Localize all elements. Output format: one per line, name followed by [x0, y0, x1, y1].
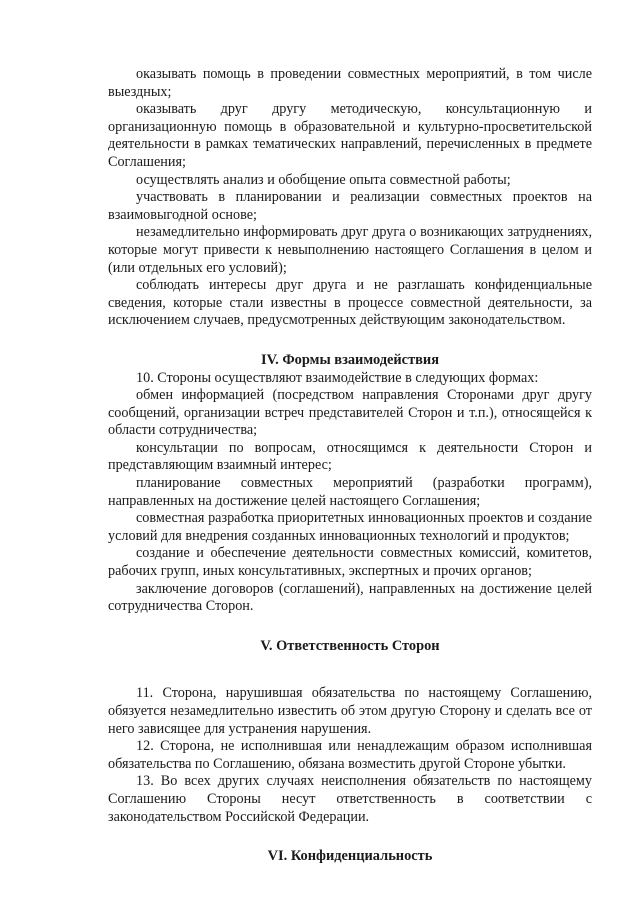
list-item: незамедлительно информировать друг друга о возникающих затруднениях, которые могут привести к невыполнению настоящего Соглашения в целом и (или отдельных его условий);: [108, 224, 592, 276]
list-item: заключение договоров (соглашений), направленных на достижение целей сотрудничества Сторон.: [108, 580, 592, 615]
list-item: обмен информацией (посредством направления Сторонами друг другу сообщений, организации встреч представителей Сторон и т.п.), относящейся к области сотрудничества;: [108, 387, 592, 439]
list-item: консультации по вопросам, относящимся к деятельности Сторон и представляющим взаимный интерес;: [108, 439, 592, 474]
list-item: совместная разработка приоритетных инновационных проектов и создание условий для внедрения созданных инновационных технологий и продуктов;: [108, 510, 592, 544]
list-item: оказывать помощь в проведении совместных мероприятий, в том числе выездных;: [108, 66, 592, 100]
list-item: соблюдать интересы друг друга и не разглашать конфиденциальные сведения, которые стали известны в процессе совместной деятельности, за исключением случаев, предусмотренных действующим законодательством.: [108, 277, 592, 329]
list-item: создание и обеспечение деятельности совместных комиссий, комитетов, рабочих групп, иных консультативных, экспертных и прочих органов;: [108, 545, 592, 580]
paragraph: 10. Стороны осуществляют взаимодействие в следующих формах:: [136, 369, 539, 386]
section-4-body: [108, 370, 592, 616]
document-page: [108, 66, 592, 866]
section-4-heading: IV. Формы взаимодействия: [260, 351, 439, 368]
paragraph: 12. Сторона, не исполнившая или ненадлежащим образом исполнившая обязательства по Соглашению, обязана возместить другой Стороне убытки.: [108, 738, 592, 772]
list-item: планирование совместных мероприятий (разработки программ), направленных на достижение целей настоящего Соглашения;: [108, 475, 592, 509]
paragraph: 13. Во всех других случаях неисполнения обязательств по настоящему Соглашению Стороны несут ответственность в соответствии с законодательством Российской Федерации.: [108, 773, 592, 825]
paragraph: 11. Сторона, нарушившая обязательства по настоящему Соглашению, обязуется незамедлительно известить об этом другую Сторону и сделать все от него зависящее для устранения нарушения.: [108, 685, 592, 737]
list-item: участвовать в планировании и реализации совместных проектов на взаимовыгодной основе;: [108, 189, 592, 223]
section-5-heading: V. Ответственность Сторон: [260, 637, 440, 654]
section-5-body: [108, 685, 592, 826]
section-6-heading: VI. Конфиденциальность: [267, 848, 433, 865]
list-item: оказывать друг другу методическую, консультационную и организационную помощь в образовательной и культурно-просветительской деятельности в рамках тематических направлений, перечисленных в предмете Соглашения;: [108, 101, 592, 170]
section-3-list: [108, 66, 592, 330]
list-item: осуществлять анализ и обобщение опыта совместной работы;: [136, 171, 511, 188]
